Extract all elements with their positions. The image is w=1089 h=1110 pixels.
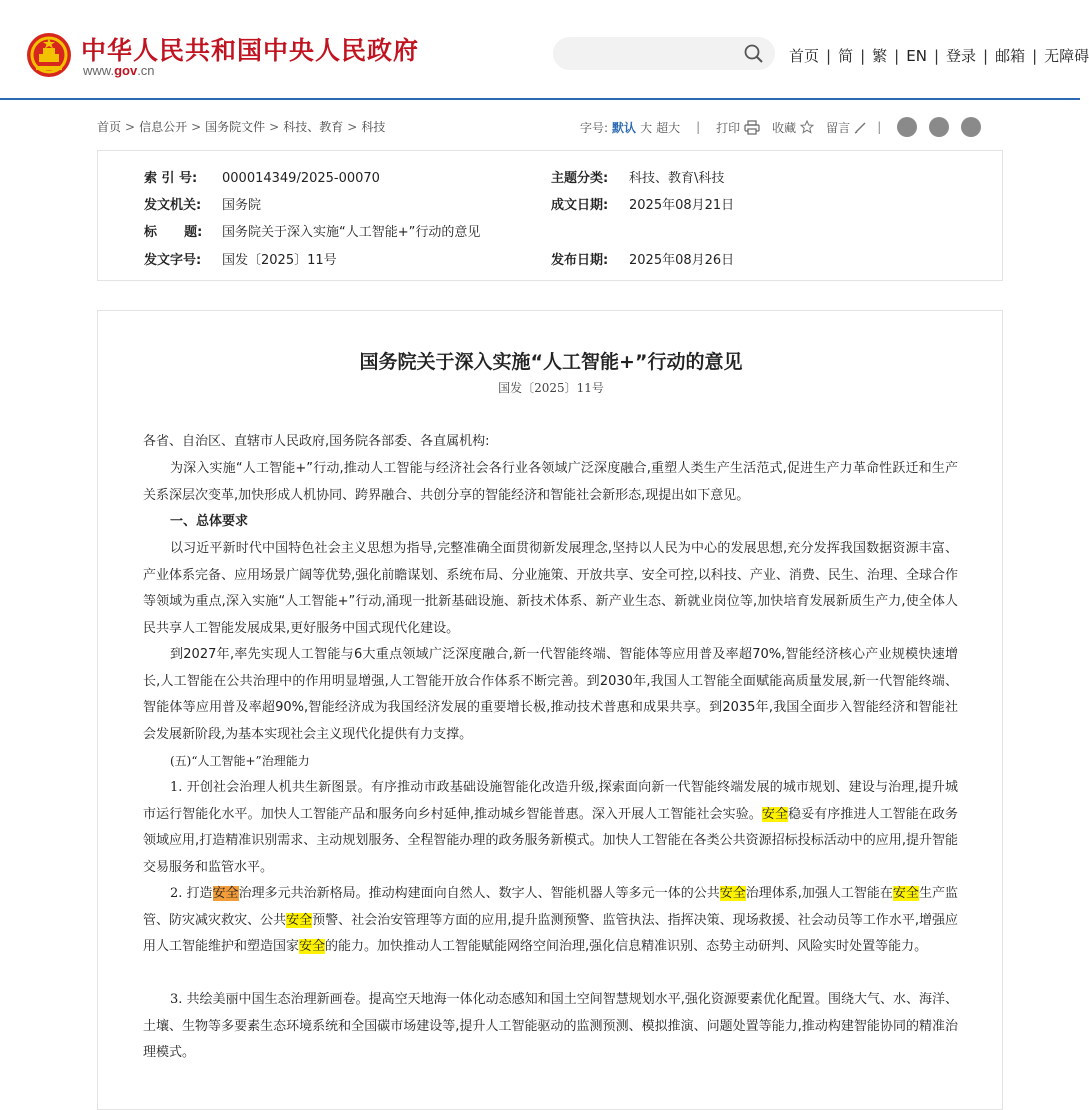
font-size-default[interactable]: 默认 [612, 120, 637, 135]
keyword-highlight: 安全 [761, 806, 789, 822]
meta-topic-label: 主题分类: [551, 171, 609, 186]
breadcrumb-item-docs[interactable]: 国务院文件 [205, 120, 266, 134]
tools-separator: | [696, 120, 701, 134]
meta-title-value: 国务院关于深入实施“人工智能+”行动的意见 [222, 225, 481, 240]
meta-pubdate-label: 发布日期: [551, 253, 609, 268]
article-item [143, 881, 958, 961]
breadcrumb-separator: > [269, 120, 280, 134]
breadcrumb [97, 118, 385, 135]
nav-home[interactable]: 首页 [789, 47, 820, 65]
nav-traditional[interactable]: 繁 [872, 47, 888, 65]
breadcrumb-item-home[interactable]: 首页 [97, 120, 122, 134]
nav-separator: | [983, 46, 989, 65]
site-url-domain: gov [114, 63, 138, 78]
item-text: 预警、社会治安管理等方面的应用,提升监测预警、监管执法、指挥决策、现场救援、社会动员等工作水平,增强应用人工智能维护和塑造国家 [143, 912, 958, 954]
article-paragraph: 到2027年,率先实现人工智能与6大重点领域广泛深度融合,新一代智能终端、智能体等应用普及率超70%,智能经济核心产业规模快速增长,人工智能在公共治理中的作用明显增强,人工智能开放合作体系不断完善。到2030年,我国人工智能全面赋能高质量发展,新一代智能终端、智能体等应用普及率超90%,智能经济成为我国经济发展的重要增长极,推动技术普惠和成果共享。到2035年,我国全面步入智能经济和智能社会发展新阶段,为基本实现社会主义现代化提供有力支撑。 [143, 647, 958, 742]
subsection-heading: (五)“人工智能+”治理能力 [170, 754, 310, 768]
section-heading: 一、总体要求 [170, 514, 249, 529]
item-text: 推动构建面向自然人、数字人、智能机器人等多元一体的公共 [368, 886, 720, 901]
meta-docno [144, 249, 337, 268]
comment-button[interactable]: 留言 [826, 120, 851, 135]
nav-mail[interactable]: 邮箱 [995, 47, 1026, 65]
pen-icon[interactable] [854, 121, 867, 134]
star-icon[interactable] [800, 120, 814, 134]
keyword-highlight: 安全 [719, 886, 746, 901]
nav-login[interactable]: 登录 [946, 47, 977, 65]
nav-separator: | [933, 46, 939, 65]
breadcrumb-separator: > [125, 120, 136, 134]
breadcrumb-item-edu[interactable]: 科技、教育 [283, 120, 344, 134]
font-size-xlarge[interactable]: 超大 [656, 120, 681, 135]
item-heading: 2. 打造 [170, 886, 213, 901]
font-size-large[interactable]: 大 [640, 120, 653, 135]
meta-pubdate [551, 249, 734, 268]
document-meta [97, 150, 1003, 281]
meta-issuer [144, 194, 261, 213]
meta-title [144, 221, 480, 240]
nav-simplified[interactable]: 简 [838, 47, 854, 65]
keyword-highlight: 安全 [892, 886, 919, 901]
site-url [83, 63, 155, 78]
meta-title-label: 标 题: [144, 225, 203, 240]
item-text: 的能力。加快推动人工智能赋能网络空间治理,强化信息精准识别、态势主动研判、风险实时处置等能力。 [325, 939, 928, 954]
site-url-prefix: www. [83, 63, 115, 78]
nav-separator: | [826, 46, 832, 65]
item-text: 生产监管、防灾减灾救灾、公共 [143, 886, 958, 928]
meta-index [144, 167, 380, 186]
font-size-label: 字号: [580, 120, 609, 135]
breadcrumb-separator: > [191, 120, 202, 134]
article-doc-number: 国发〔2025〕11号 [498, 381, 604, 395]
meta-date-value: 2025年08月21日 [629, 198, 735, 213]
site-header [0, 0, 1089, 100]
meta-issuer-value: 国务院 [222, 198, 262, 213]
meta-pubdate-value: 2025年08月26日 [629, 253, 735, 268]
nav-english[interactable]: EN [906, 46, 927, 65]
nav-separator: | [1032, 46, 1038, 65]
nav-separator: | [860, 46, 866, 65]
item-heading: 3. 共绘美丽中国生态治理新画卷。 [170, 992, 369, 1007]
meta-topic [551, 167, 724, 186]
print-icon[interactable] [744, 120, 760, 135]
favorite-share-icon[interactable] [961, 117, 981, 137]
item-text: 有序推动市政基础设施智能化改造升级,探索面向新一代智能终端发展的城市规划、建设与治理,提升城市运行智能化水平。加快人工智能产品和服务向乡村延伸,推动城乡智能普惠。深入开展人工智能社会实验。 [143, 780, 958, 822]
print-button[interactable]: 打印 [716, 120, 741, 135]
item-text: 治理体系,加强人工智能在 [745, 886, 893, 901]
article-salutation: 各省、自治区、直辖市人民政府,国务院各部委、各直属机构: [143, 434, 490, 449]
site-title[interactable]: 中华人民共和国中央人民政府 [81, 36, 420, 65]
meta-docno-value: 国发〔2025〕11号 [222, 253, 337, 268]
article-title: 国务院关于深入实施“人工智能+”行动的意见 [359, 351, 743, 373]
search-input[interactable] [553, 37, 775, 70]
article-paragraph: 以习近平新时代中国特色社会主义思想为指导,完整准确全面贯彻新发展理念,坚持以人民为中心的发展思想,充分发挥我国数据资源丰富、产业体系完备、应用场景广阔等优势,强化前瞻谋划、系统布局、分业施策、开放共享、安全可控,以科技、产业、消费、民生、治理、全球合作等领域为重点,深入实施“人工智能+”行动,涌现一批新基础设施、新技术体系、新产业生态、新就业岗位等,加快培育发展新质生产力,使全体人民共享人工智能发展成果,更好服务中国式现代化建设。 [143, 541, 958, 636]
top-nav [789, 45, 1089, 66]
article-item [143, 775, 958, 881]
national-emblem-icon[interactable] [26, 32, 72, 78]
tools-separator: | [877, 120, 882, 134]
search-icon[interactable] [743, 43, 765, 65]
item-text: 提高空天地海一体化动态感知和国土空间智慧规划水平,强化资源要素优化配置。围绕大气、水、海洋、土壤、生物等多要素生态环境系统和全国碳市场建设等,提升人工智能驱动的监测预测、模拟推演、问题处置等能力,推动构建智能协同的精准治理模式。 [143, 992, 958, 1060]
meta-index-value: 000014349/2025-00070 [222, 171, 380, 186]
nav-separator: | [894, 46, 900, 65]
article-item [143, 987, 958, 1067]
article-intro: 为深入实施“人工智能+”行动,推动人工智能与经济社会各行业各领域广泛深度融合,重塑人类生产生活范式,促进生产力革命性跃迁和生产关系深层次变革,加快形成人机协同、跨界融合、共创分享的智能经济和智能社会新形态,现提出如下意见。 [143, 461, 958, 503]
breadcrumb-item-tech[interactable]: 科技 [361, 120, 386, 134]
meta-topic-value: 科技、教育\科技 [629, 171, 725, 186]
site-url-suffix: .cn [137, 63, 155, 78]
meta-docno-label: 发文字号: [144, 253, 202, 268]
weibo-share-icon[interactable] [897, 117, 917, 137]
favorite-button[interactable]: 收藏 [772, 120, 797, 135]
article-body [97, 310, 1003, 1110]
wechat-share-icon[interactable] [929, 117, 949, 137]
article-tools [580, 117, 981, 137]
nav-accessibility[interactable]: 无障碍 [1044, 47, 1089, 65]
breadcrumb-separator: > [347, 120, 358, 134]
meta-index-label: 索 引 号: [144, 171, 198, 186]
breadcrumb-item-info[interactable]: 信息公开 [139, 120, 188, 134]
keyword-highlight: 安全 [299, 939, 326, 954]
keyword-highlight-active: 安全 [212, 886, 239, 901]
item-text: 稳妥有序推进人工智能在政务领域应用,打造精准识别需求、主动规划服务、全程智能办理的政务服务新模式。加快人工智能在各类公共资源招标投标活动中的应用,提升智能交易服务和监管水平。 [143, 806, 958, 875]
item-heading: 治理多元共治新格局。 [238, 886, 369, 901]
meta-issuer-label: 发文机关: [144, 198, 202, 213]
meta-date-label: 成文日期: [551, 198, 609, 213]
keyword-highlight: 安全 [286, 912, 313, 928]
meta-date [551, 194, 734, 213]
item-heading: 1. 开创社会治理人机共生新图景。 [170, 780, 371, 795]
